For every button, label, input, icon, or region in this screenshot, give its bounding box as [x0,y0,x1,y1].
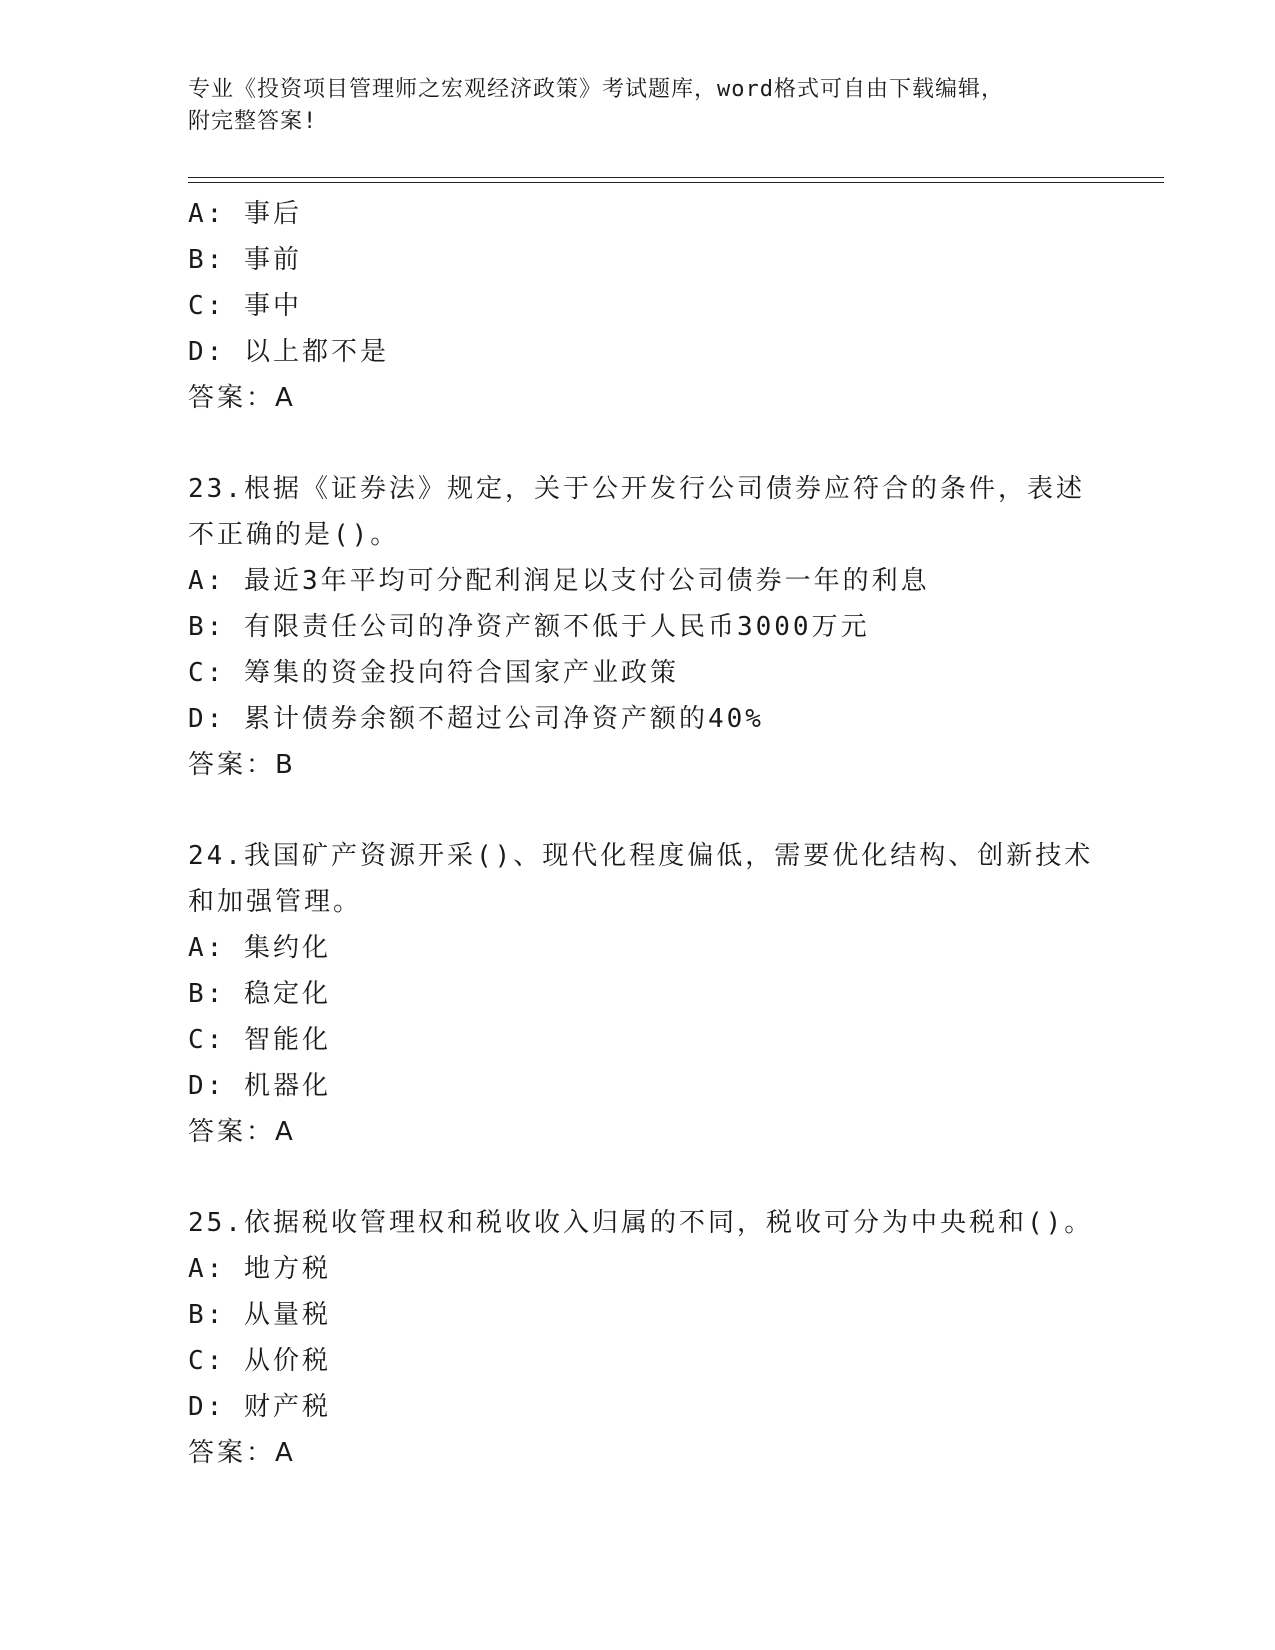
option-d: D: 以上都不是 [188,337,389,367]
option-a: A: 最近3年平均可分配利润足以支付公司债券一年的利息 [188,566,930,596]
answer: 答案：B [188,750,296,780]
option-c: C: 从价税 [188,1346,331,1376]
question-list [188,191,1094,1476]
question-stem-line-2: 不正确的是()。 [188,520,400,550]
option-a: A: 集约化 [188,933,331,963]
spacer [188,1155,1088,1200]
header-divider-bottom [188,182,1164,183]
document-header [188,74,1088,138]
answer: 答案：A [188,383,296,413]
question-stem-line-2: 和加强管理。 [188,887,363,917]
spacer [188,421,1088,466]
question-24 [188,833,1094,1155]
option-a: A: 地方税 [188,1254,331,1284]
spacer [188,788,1088,833]
option-d: D: 财产税 [188,1392,331,1422]
question-25 [188,1200,1094,1476]
answer: 答案：A [188,1117,296,1147]
header-line-2: 附完整答案! [188,109,318,134]
option-b: B: 从量税 [188,1300,331,1330]
header-divider-top [188,177,1164,178]
question-22-partial [188,191,1088,421]
option-d: D: 累计债券余额不超过公司净资产额的40% [188,704,764,734]
question-23 [188,466,1088,788]
question-stem-line-1: 24.我国矿产资源开采()、现代化程度偏低，需要优化结构、创新技术 [188,841,1094,871]
answer: 答案：A [188,1438,296,1468]
question-stem-line-1: 25.依据税收管理权和税收收入归属的不同，税收可分为中央税和()。 [188,1208,1094,1238]
option-b: B: 稳定化 [188,979,331,1009]
option-c: C: 智能化 [188,1025,331,1055]
header-line-1: 专业《投资项目管理师之宏观经济政策》考试题库，word格式可自由下载编辑， [188,77,1004,102]
option-c: C: 筹集的资金投向符合国家产业政策 [188,658,679,688]
option-c: C: 事中 [188,291,302,321]
option-b: B: 事前 [188,245,302,275]
option-b: B: 有限责任公司的净资产额不低于人民币3000万元 [188,612,870,642]
option-a: A: 事后 [188,199,302,229]
option-d: D: 机器化 [188,1071,331,1101]
question-stem-line-1: 23.根据《证券法》规定，关于公开发行公司债券应符合的条件，表述 [188,474,1085,504]
